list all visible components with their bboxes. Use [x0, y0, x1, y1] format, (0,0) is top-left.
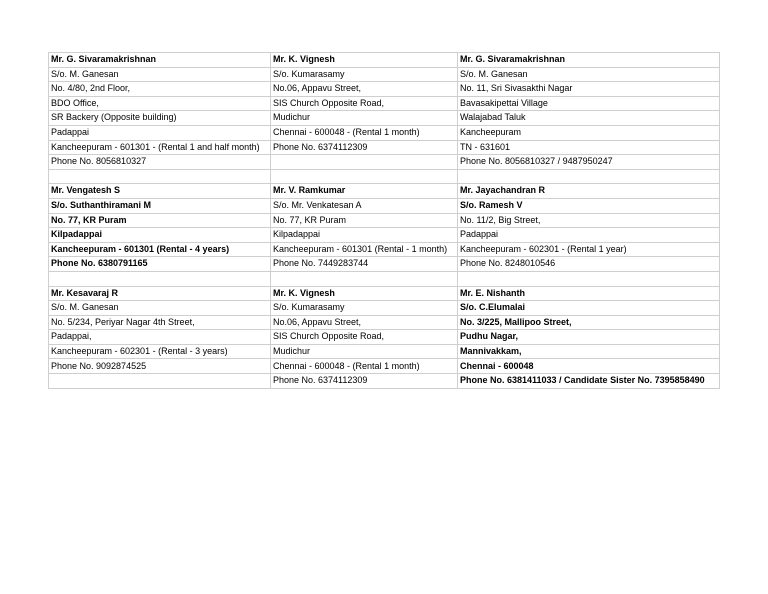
- table-cell[interactable]: No.06, Appavu Street,: [271, 82, 458, 97]
- address-table: [48, 52, 720, 389]
- table-cell[interactable]: Chennai - 600048 - (Rental 1 month): [271, 125, 458, 140]
- table-cell[interactable]: Mr. Kesavaraj R: [49, 286, 271, 301]
- table-cell[interactable]: Mr. Vengatesh S: [49, 184, 271, 199]
- table-row: [49, 184, 720, 199]
- table-row: [49, 198, 720, 213]
- table-cell[interactable]: Kilpadappai: [271, 228, 458, 243]
- table-cell[interactable]: No. 5/234, Periyar Nagar 4th Street,: [49, 315, 271, 330]
- table-cell[interactable]: No. 77, KR Puram: [271, 213, 458, 228]
- table-cell[interactable]: Phone No. 7449283744: [271, 257, 458, 272]
- table-cell[interactable]: Mr. Jayachandran R: [458, 184, 720, 199]
- table-cell[interactable]: S/o. Suthanthiramani M: [49, 198, 271, 213]
- empty-cell[interactable]: [49, 169, 271, 184]
- table-cell[interactable]: Mr. V. Ramkumar: [271, 184, 458, 199]
- table-cell[interactable]: Mr. K. Vignesh: [271, 53, 458, 68]
- table-cell[interactable]: Padappai: [49, 125, 271, 140]
- table-cell[interactable]: [49, 374, 271, 389]
- empty-cell[interactable]: [49, 271, 271, 286]
- table-cell[interactable]: Mr. K. Vignesh: [271, 286, 458, 301]
- table-cell[interactable]: S/o. Kumarasamy: [271, 301, 458, 316]
- table-cell[interactable]: Walajabad Taluk: [458, 111, 720, 126]
- table-cell[interactable]: No.06, Appavu Street,: [271, 315, 458, 330]
- table-row: [49, 374, 720, 389]
- table-cell[interactable]: Kancheepuram - 601301 - (Rental 1 and half month): [49, 140, 271, 155]
- table-cell[interactable]: BDO Office,: [49, 96, 271, 111]
- table-cell[interactable]: Kancheepuram - 601301 (Rental - 4 years): [49, 242, 271, 257]
- table-cell[interactable]: Mudichur: [271, 344, 458, 359]
- table-cell[interactable]: Chennai - 600048 - (Rental 1 month): [271, 359, 458, 374]
- table-row: [49, 344, 720, 359]
- table-row: [49, 125, 720, 140]
- table-row: [49, 82, 720, 97]
- table-row: [49, 257, 720, 272]
- table-cell[interactable]: Mr. G. Sivaramakrishnan: [458, 53, 720, 68]
- table-cell[interactable]: Bavasakipettai Village: [458, 96, 720, 111]
- address-table-body: [49, 53, 720, 389]
- table-cell[interactable]: SIS Church Opposite Road,: [271, 96, 458, 111]
- table-cell[interactable]: S/o. M. Ganesan: [49, 301, 271, 316]
- table-cell[interactable]: Phone No. 6374112309: [271, 140, 458, 155]
- table-row: [49, 155, 720, 170]
- table-cell[interactable]: Phone No. 8248010546: [458, 257, 720, 272]
- table-cell[interactable]: S/o. M. Ganesan: [458, 67, 720, 82]
- table-cell[interactable]: Mudichur: [271, 111, 458, 126]
- table-row: [49, 111, 720, 126]
- table-cell[interactable]: Kancheepuram - 602301 - (Rental 1 year): [458, 242, 720, 257]
- table-cell[interactable]: Phone No. 8056810327 / 9487950247: [458, 155, 720, 170]
- table-cell[interactable]: Phone No. 6381411033 / Candidate Sister No. 7395858490: [458, 374, 720, 389]
- table-cell[interactable]: Phone No. 6374112309: [271, 374, 458, 389]
- table-row: [49, 67, 720, 82]
- separator-row: [49, 271, 720, 286]
- table-cell[interactable]: Phone No. 9092874525: [49, 359, 271, 374]
- separator-row: [49, 169, 720, 184]
- table-row: [49, 286, 720, 301]
- table-cell[interactable]: Pudhu Nagar,: [458, 330, 720, 345]
- table-row: [49, 315, 720, 330]
- table-cell[interactable]: No. 77, KR Puram: [49, 213, 271, 228]
- table-row: [49, 242, 720, 257]
- table-cell[interactable]: S/o. Ramesh V: [458, 198, 720, 213]
- table-row: [49, 359, 720, 374]
- table-cell[interactable]: Padappai: [458, 228, 720, 243]
- table-row: [49, 53, 720, 68]
- empty-cell[interactable]: [458, 169, 720, 184]
- table-cell[interactable]: S/o. C.Elumalai: [458, 301, 720, 316]
- table-row: [49, 96, 720, 111]
- table-cell[interactable]: S/o. Kumarasamy: [271, 67, 458, 82]
- table-row: [49, 213, 720, 228]
- table-cell[interactable]: No. 11, Sri Sivasakthi Nagar: [458, 82, 720, 97]
- table-row: [49, 140, 720, 155]
- table-cell[interactable]: SIS Church Opposite Road,: [271, 330, 458, 345]
- table-row: [49, 301, 720, 316]
- table-cell[interactable]: No. 3/225, Mallipoo Street,: [458, 315, 720, 330]
- table-cell[interactable]: [271, 155, 458, 170]
- table-cell[interactable]: Kancheepuram - 602301 - (Rental - 3 years): [49, 344, 271, 359]
- empty-cell[interactable]: [271, 271, 458, 286]
- table-cell[interactable]: Phone No. 8056810327: [49, 155, 271, 170]
- table-cell[interactable]: Kancheepuram: [458, 125, 720, 140]
- table-cell[interactable]: Mr. G. Sivaramakrishnan: [49, 53, 271, 68]
- table-cell[interactable]: S/o. M. Ganesan: [49, 67, 271, 82]
- table-cell[interactable]: Phone No. 6380791165: [49, 257, 271, 272]
- table-cell[interactable]: Kancheepuram - 601301 (Rental - 1 month): [271, 242, 458, 257]
- table-cell[interactable]: SR Backery (Opposite building): [49, 111, 271, 126]
- empty-cell[interactable]: [271, 169, 458, 184]
- table-cell[interactable]: No. 4/80, 2nd Floor,: [49, 82, 271, 97]
- table-cell[interactable]: Chennai - 600048: [458, 359, 720, 374]
- table-cell[interactable]: No. 11/2, Big Street,: [458, 213, 720, 228]
- table-cell[interactable]: Kilpadappai: [49, 228, 271, 243]
- table-cell[interactable]: Padappai,: [49, 330, 271, 345]
- table-row: [49, 330, 720, 345]
- table-cell[interactable]: Mannivakkam,: [458, 344, 720, 359]
- table-row: [49, 228, 720, 243]
- table-cell[interactable]: TN - 631601: [458, 140, 720, 155]
- table-cell[interactable]: Mr. E. Nishanth: [458, 286, 720, 301]
- empty-cell[interactable]: [458, 271, 720, 286]
- table-cell[interactable]: S/o. Mr. Venkatesan A: [271, 198, 458, 213]
